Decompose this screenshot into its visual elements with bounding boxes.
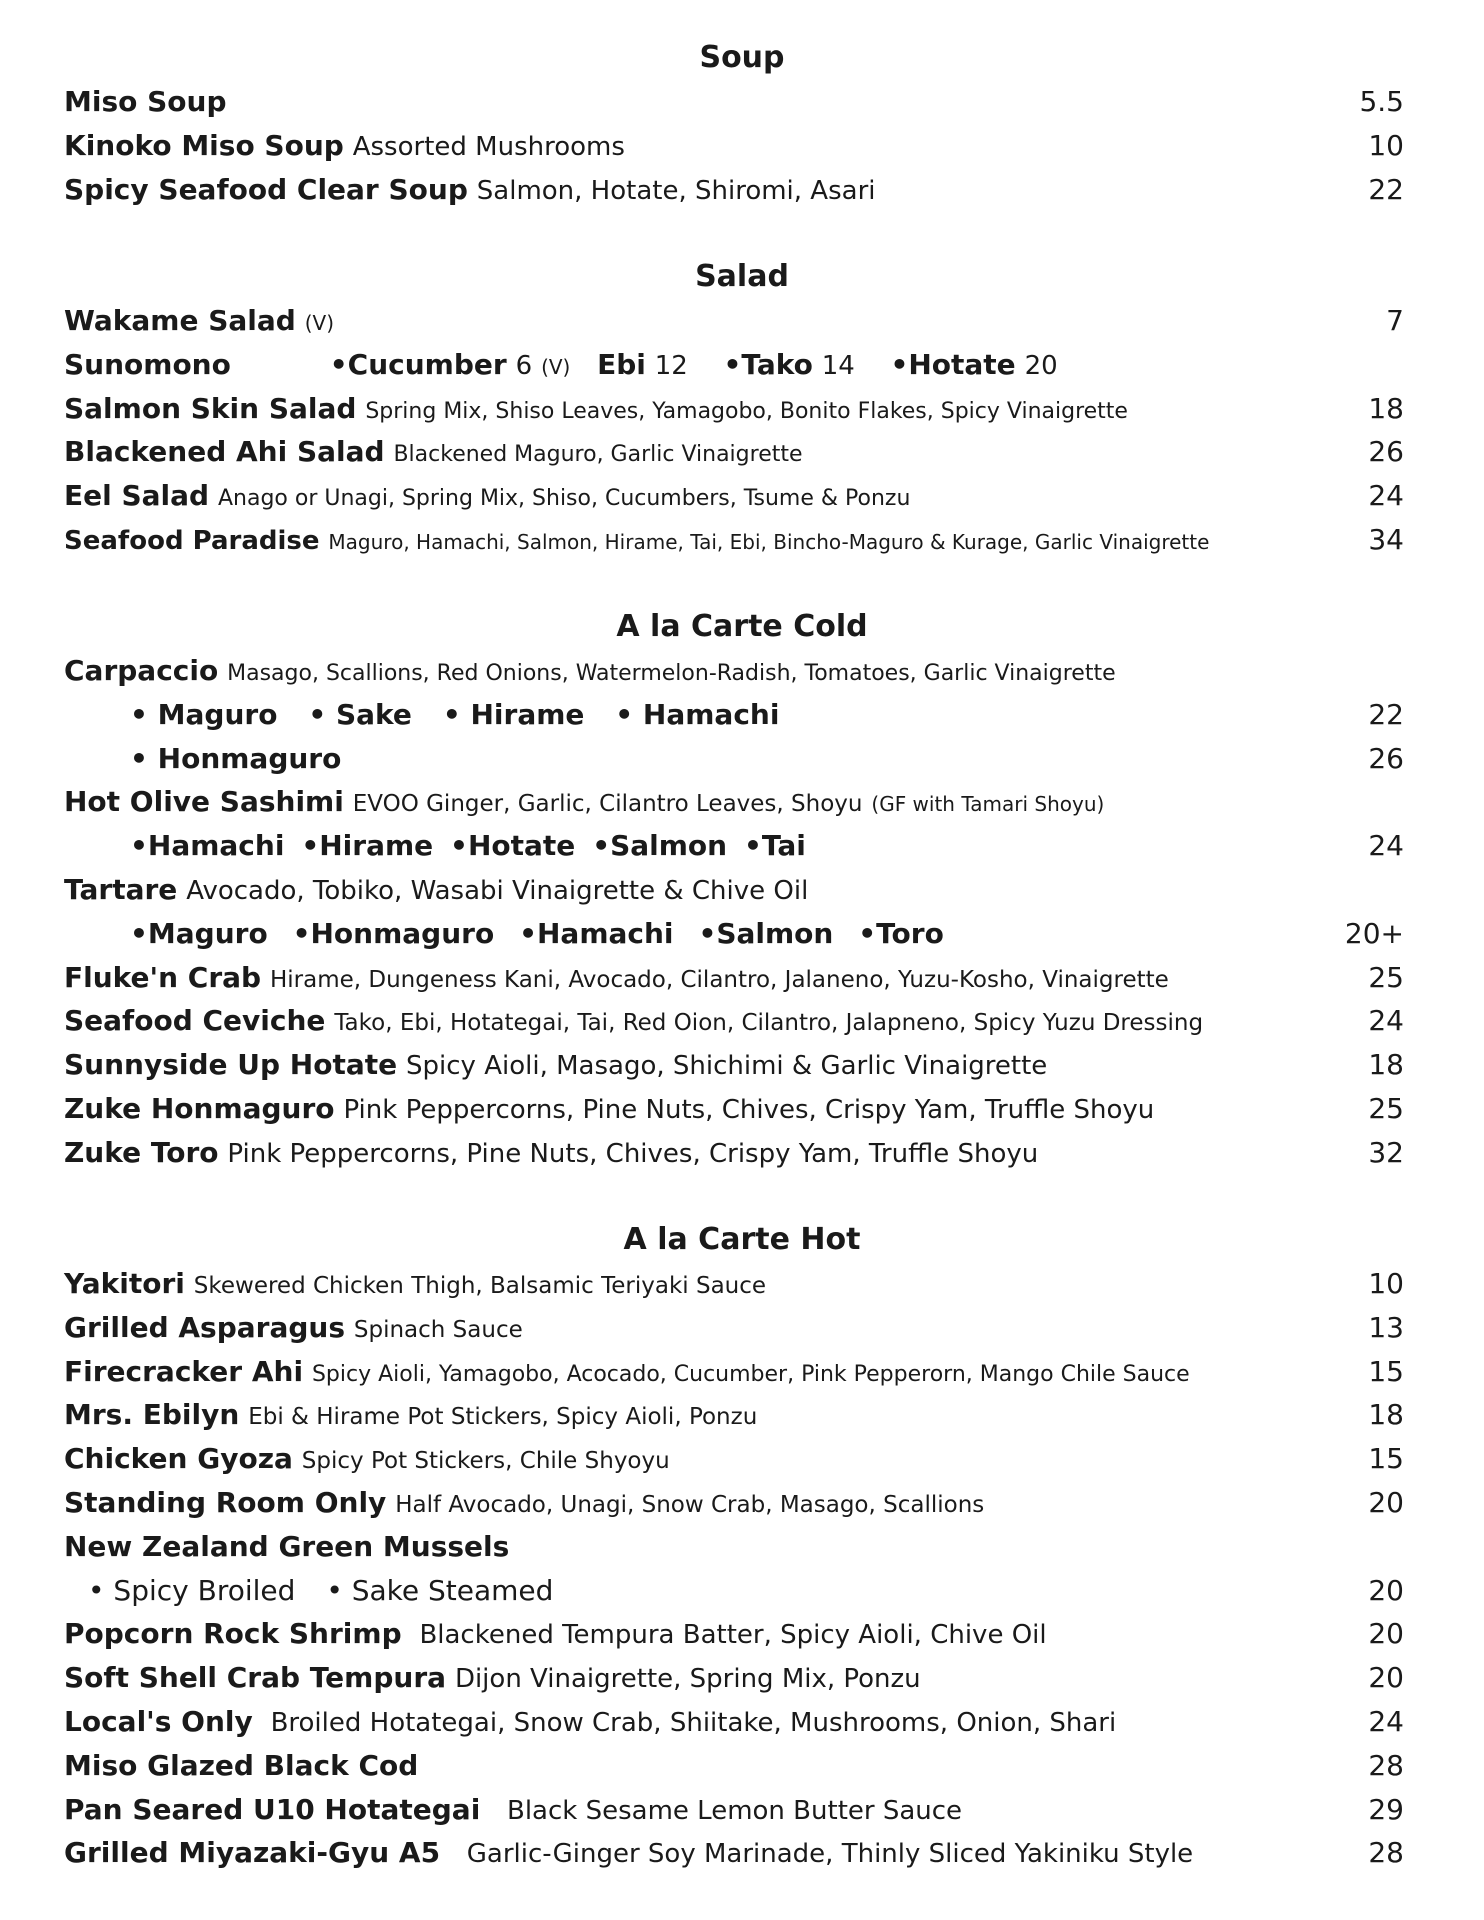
- option-price: 6: [515, 350, 533, 381]
- item-name: Salmon Skin Salad: [64, 391, 357, 425]
- option-name: •Maguro: [130, 916, 268, 950]
- cold-section: [0, 605, 1484, 1175]
- item-price: 32: [1368, 1135, 1404, 1169]
- item-price: 22: [1368, 172, 1404, 206]
- option-name: •Hamachi: [519, 916, 674, 950]
- item-name: Standing Room Only: [64, 1485, 387, 1519]
- item-desc: Half Avocado, Unagi, Snow Crab, Masago, Scallions: [395, 1491, 985, 1518]
- menu-item: [0, 474, 1484, 518]
- item-desc: Spicy Pot Stickers, Chile Shyoyu: [301, 1448, 670, 1475]
- option-name: •Tai: [744, 829, 806, 863]
- item-price: 15: [1368, 1442, 1404, 1476]
- option-row: [0, 912, 1484, 956]
- menu-item: [0, 1306, 1484, 1350]
- item-price: 10: [1368, 1267, 1404, 1300]
- menu-item: [0, 168, 1484, 212]
- option-name: •Hirame: [301, 829, 434, 863]
- option-name: • Maguro: [130, 697, 278, 731]
- menu-item: [0, 1131, 1484, 1175]
- menu-item: [0, 999, 1484, 1043]
- item-price: 18: [1368, 391, 1404, 425]
- item-desc: Spicy Aioli, Masago, Shichimi & Garlic Vinaigrette: [406, 1051, 1048, 1082]
- option-price: 14: [821, 350, 855, 381]
- item-desc: Spicy Aioli, Yamagobo, Acocado, Cucumber, Pink Pepperorn, Mango Chile Sauce: [311, 1361, 1190, 1387]
- menu-item: [0, 80, 1484, 124]
- item-desc: Skewered Chicken Thigh, Balsamic Teriyaki Sauce: [193, 1273, 767, 1299]
- item-desc: Blackened Tempura Batter, Spicy Aioli, Chive Oil: [419, 1620, 1047, 1651]
- option-name: •Hotate: [890, 347, 1016, 381]
- item-tag: (V): [304, 311, 335, 335]
- menu-item: [0, 124, 1484, 168]
- item-name: Tartare: [64, 872, 178, 906]
- item-desc: Pink Peppercorns, Pine Nuts, Chives, Crispy Yam, Truffle Shoyu: [227, 1138, 1039, 1169]
- item-name: Hot Olive Sashimi: [64, 785, 344, 819]
- item-name: Spicy Seafood Clear Soup: [64, 172, 468, 206]
- item-name: Zuke Honmaguro: [64, 1091, 335, 1125]
- option-name: • Sake: [308, 697, 412, 731]
- item-name: Soft Shell Crab Tempura: [64, 1661, 447, 1695]
- item-desc: Tako, Ebi, Hotategai, Tai, Red Oion, Cilantro, Jalapneno, Spicy Yuzu Dressing: [334, 1010, 1204, 1037]
- option-name: •Salmon: [698, 916, 834, 950]
- menu-item: [0, 1700, 1484, 1744]
- item-name: Miso Soup: [64, 85, 227, 118]
- item-desc: Pink Peppercorns, Pine Nuts, Chives, Crispy Yam, Truffle Shoyu: [343, 1094, 1155, 1125]
- menu-item: [0, 1350, 1484, 1394]
- item-desc: Ebi & Hirame Pot Stickers, Spicy Aioli, Ponzu: [248, 1404, 758, 1431]
- menu-item: [0, 387, 1484, 431]
- hot-section: [0, 1218, 1484, 1875]
- item-name: Sunnyside Up Hotate: [64, 1048, 398, 1082]
- menu-item-hot-olive: [0, 780, 1484, 824]
- item-desc: Masago, Scallions, Red Onions, Watermelon-Radish, Tomatoes, Garlic Vinaigrette: [227, 661, 1116, 686]
- item-name: Carpaccio: [64, 654, 219, 687]
- section-title: Soup: [699, 40, 785, 75]
- item-name: Seafood Ceviche: [64, 1004, 326, 1038]
- item-price: 20: [1368, 1573, 1404, 1607]
- item-desc: Salmon, Hotate, Shiromi, Asari: [476, 175, 876, 206]
- option-name: •Cucumber: [329, 347, 507, 381]
- option-name: • Honmaguro: [130, 741, 342, 775]
- item-name: Grilled Miyazaki-Gyu A5: [64, 1836, 441, 1870]
- section-title: Salad: [695, 259, 789, 294]
- item-desc: Spring Mix, Shiso Leaves, Yamagobo, Bonito Flakes, Spicy Vinaigrette: [365, 398, 1128, 424]
- item-name: Eel Salad: [64, 479, 210, 513]
- item-price: 18: [1368, 1398, 1404, 1432]
- menu-item: [0, 430, 1484, 474]
- item-price: 24: [1368, 829, 1404, 863]
- option-tag: (V): [541, 354, 571, 379]
- item-desc: Broiled Hotategai, Snow Crab, Shiitake, Mushrooms, Onion, Shari: [270, 1707, 1117, 1738]
- option-name: •Hotate: [450, 829, 576, 863]
- option-name: • Sake Steamed: [326, 1573, 554, 1607]
- item-desc: Anago or Unagi, Spring Mix, Shiso, Cucumbers, Tsume & Ponzu: [217, 486, 911, 512]
- item-name: Firecracker Ahi: [64, 1354, 304, 1388]
- menu-item-sunomono: [0, 343, 1484, 387]
- item-price: 26: [1368, 435, 1404, 469]
- item-price: 5.5: [1359, 85, 1404, 118]
- option-name: •Tako: [723, 347, 813, 381]
- menu-item: [0, 956, 1484, 1000]
- item-price: 24: [1368, 1004, 1404, 1038]
- item-price: 28: [1368, 1748, 1404, 1782]
- menu-item: [0, 1393, 1484, 1437]
- option-name: • Spicy Broiled: [88, 1573, 296, 1607]
- menu-item: [0, 1043, 1484, 1087]
- item-price: 29: [1368, 1792, 1404, 1826]
- menu-item-carpaccio: [0, 649, 1484, 693]
- item-price: 25: [1368, 960, 1404, 994]
- item-price: 26: [1368, 741, 1404, 775]
- option-name: • Hirame: [442, 697, 585, 731]
- item-price: 10: [1368, 128, 1404, 162]
- menu-item: [0, 1437, 1484, 1481]
- item-name: Seafood Paradise: [64, 525, 320, 556]
- menu-item-tartare: [0, 868, 1484, 912]
- item-name: Local's Only: [64, 1704, 253, 1738]
- option-name: •Honmaguro: [292, 916, 495, 950]
- item-name: Popcorn Rock Shrimp: [64, 1617, 402, 1651]
- item-name: Mrs. Ebilyn: [64, 1398, 240, 1432]
- option-price: 20: [1024, 350, 1058, 381]
- item-price: 20: [1368, 1661, 1404, 1695]
- item-desc: Maguro, Hamachi, Salmon, Hirame, Tai, Ebi, Bincho-Maguro & Kurage, Garlic Vinaigrette: [328, 529, 1210, 554]
- menu-item: [0, 1481, 1484, 1525]
- option-name: Ebi: [597, 347, 646, 381]
- item-name: Wakame Salad: [64, 304, 296, 337]
- item-price: 20: [1368, 1617, 1404, 1651]
- option-row: [0, 824, 1484, 868]
- item-price: 25: [1368, 1091, 1404, 1125]
- option-name: •Salmon: [592, 829, 728, 863]
- item-price: 24: [1368, 479, 1404, 513]
- menu-item: [0, 299, 1484, 343]
- menu-item: [0, 1612, 1484, 1656]
- item-price: 18: [1368, 1048, 1404, 1082]
- option-price: 12: [654, 350, 688, 381]
- option-name: •Hamachi: [130, 829, 285, 863]
- menu-item: [0, 1831, 1484, 1875]
- item-price: 22: [1368, 697, 1404, 731]
- item-desc: Garlic-Ginger Soy Marinade, Thinly Sliced Yakiniku Style: [466, 1839, 1194, 1870]
- option-row: [0, 693, 1484, 737]
- item-note: (GF with Tamari Shoyu): [871, 792, 1105, 817]
- item-name: Kinoko Miso Soup: [64, 128, 344, 162]
- item-price: 20+: [1344, 916, 1404, 950]
- item-name: Grilled Asparagus: [64, 1310, 345, 1344]
- menu-item-mussels: [0, 1525, 1484, 1569]
- item-price: 34: [1368, 522, 1404, 556]
- item-name: Fluke'n Crab: [64, 960, 262, 994]
- item-name: Chicken Gyoza: [64, 1442, 293, 1476]
- menu-item: [0, 1656, 1484, 1700]
- item-price: 24: [1368, 1704, 1404, 1738]
- item-desc: Spinach Sauce: [353, 1316, 523, 1343]
- item-name: Sunomono: [64, 347, 231, 381]
- item-name: New Zealand Green Mussels: [64, 1529, 510, 1563]
- soup-section: [0, 36, 1484, 211]
- item-name: Yakitori: [64, 1267, 185, 1300]
- item-desc: Dijon Vinaigrette, Spring Mix, Ponzu: [454, 1664, 921, 1695]
- item-desc: Blackened Maguro, Garlic Vinaigrette: [393, 442, 803, 468]
- item-desc: EVOO Ginger, Garlic, Cilantro Leaves, Shoyu: [352, 791, 863, 818]
- item-price: 13: [1368, 1310, 1404, 1344]
- option-row: [0, 737, 1484, 781]
- item-name: Miso Glazed Black Cod: [64, 1748, 419, 1782]
- item-price: 15: [1368, 1354, 1404, 1388]
- menu-item: [0, 518, 1484, 562]
- menu-item: [0, 1262, 1484, 1306]
- item-desc: Black Sesame Lemon Butter Sauce: [507, 1795, 963, 1826]
- item-price: 28: [1368, 1836, 1404, 1870]
- salad-section: [0, 255, 1484, 562]
- option-name: • Hamachi: [615, 697, 780, 731]
- item-desc: Hirame, Dungeness Kani, Avocado, Cilantro, Jalaneno, Yuzu-Kosho, Vinaigrette: [269, 966, 1169, 993]
- section-title: A la Carte Hot: [623, 1222, 861, 1257]
- option-name: •Toro: [858, 916, 944, 950]
- option-row: [0, 1569, 1484, 1613]
- section-title: A la Carte Cold: [616, 609, 868, 644]
- item-price: 7: [1386, 304, 1404, 337]
- menu-item: [0, 1087, 1484, 1131]
- item-desc: Assorted Mushrooms: [352, 131, 625, 162]
- menu-item: [0, 1744, 1484, 1788]
- item-name: Pan Seared U10 Hotategai: [64, 1792, 481, 1826]
- item-name: Zuke Toro: [64, 1135, 219, 1169]
- item-name: Blackened Ahi Salad: [64, 435, 385, 469]
- item-desc: Avocado, Tobiko, Wasabi Vinaigrette & Chive Oil: [186, 875, 809, 906]
- item-price: 20: [1368, 1485, 1404, 1519]
- menu-item: [0, 1788, 1484, 1832]
